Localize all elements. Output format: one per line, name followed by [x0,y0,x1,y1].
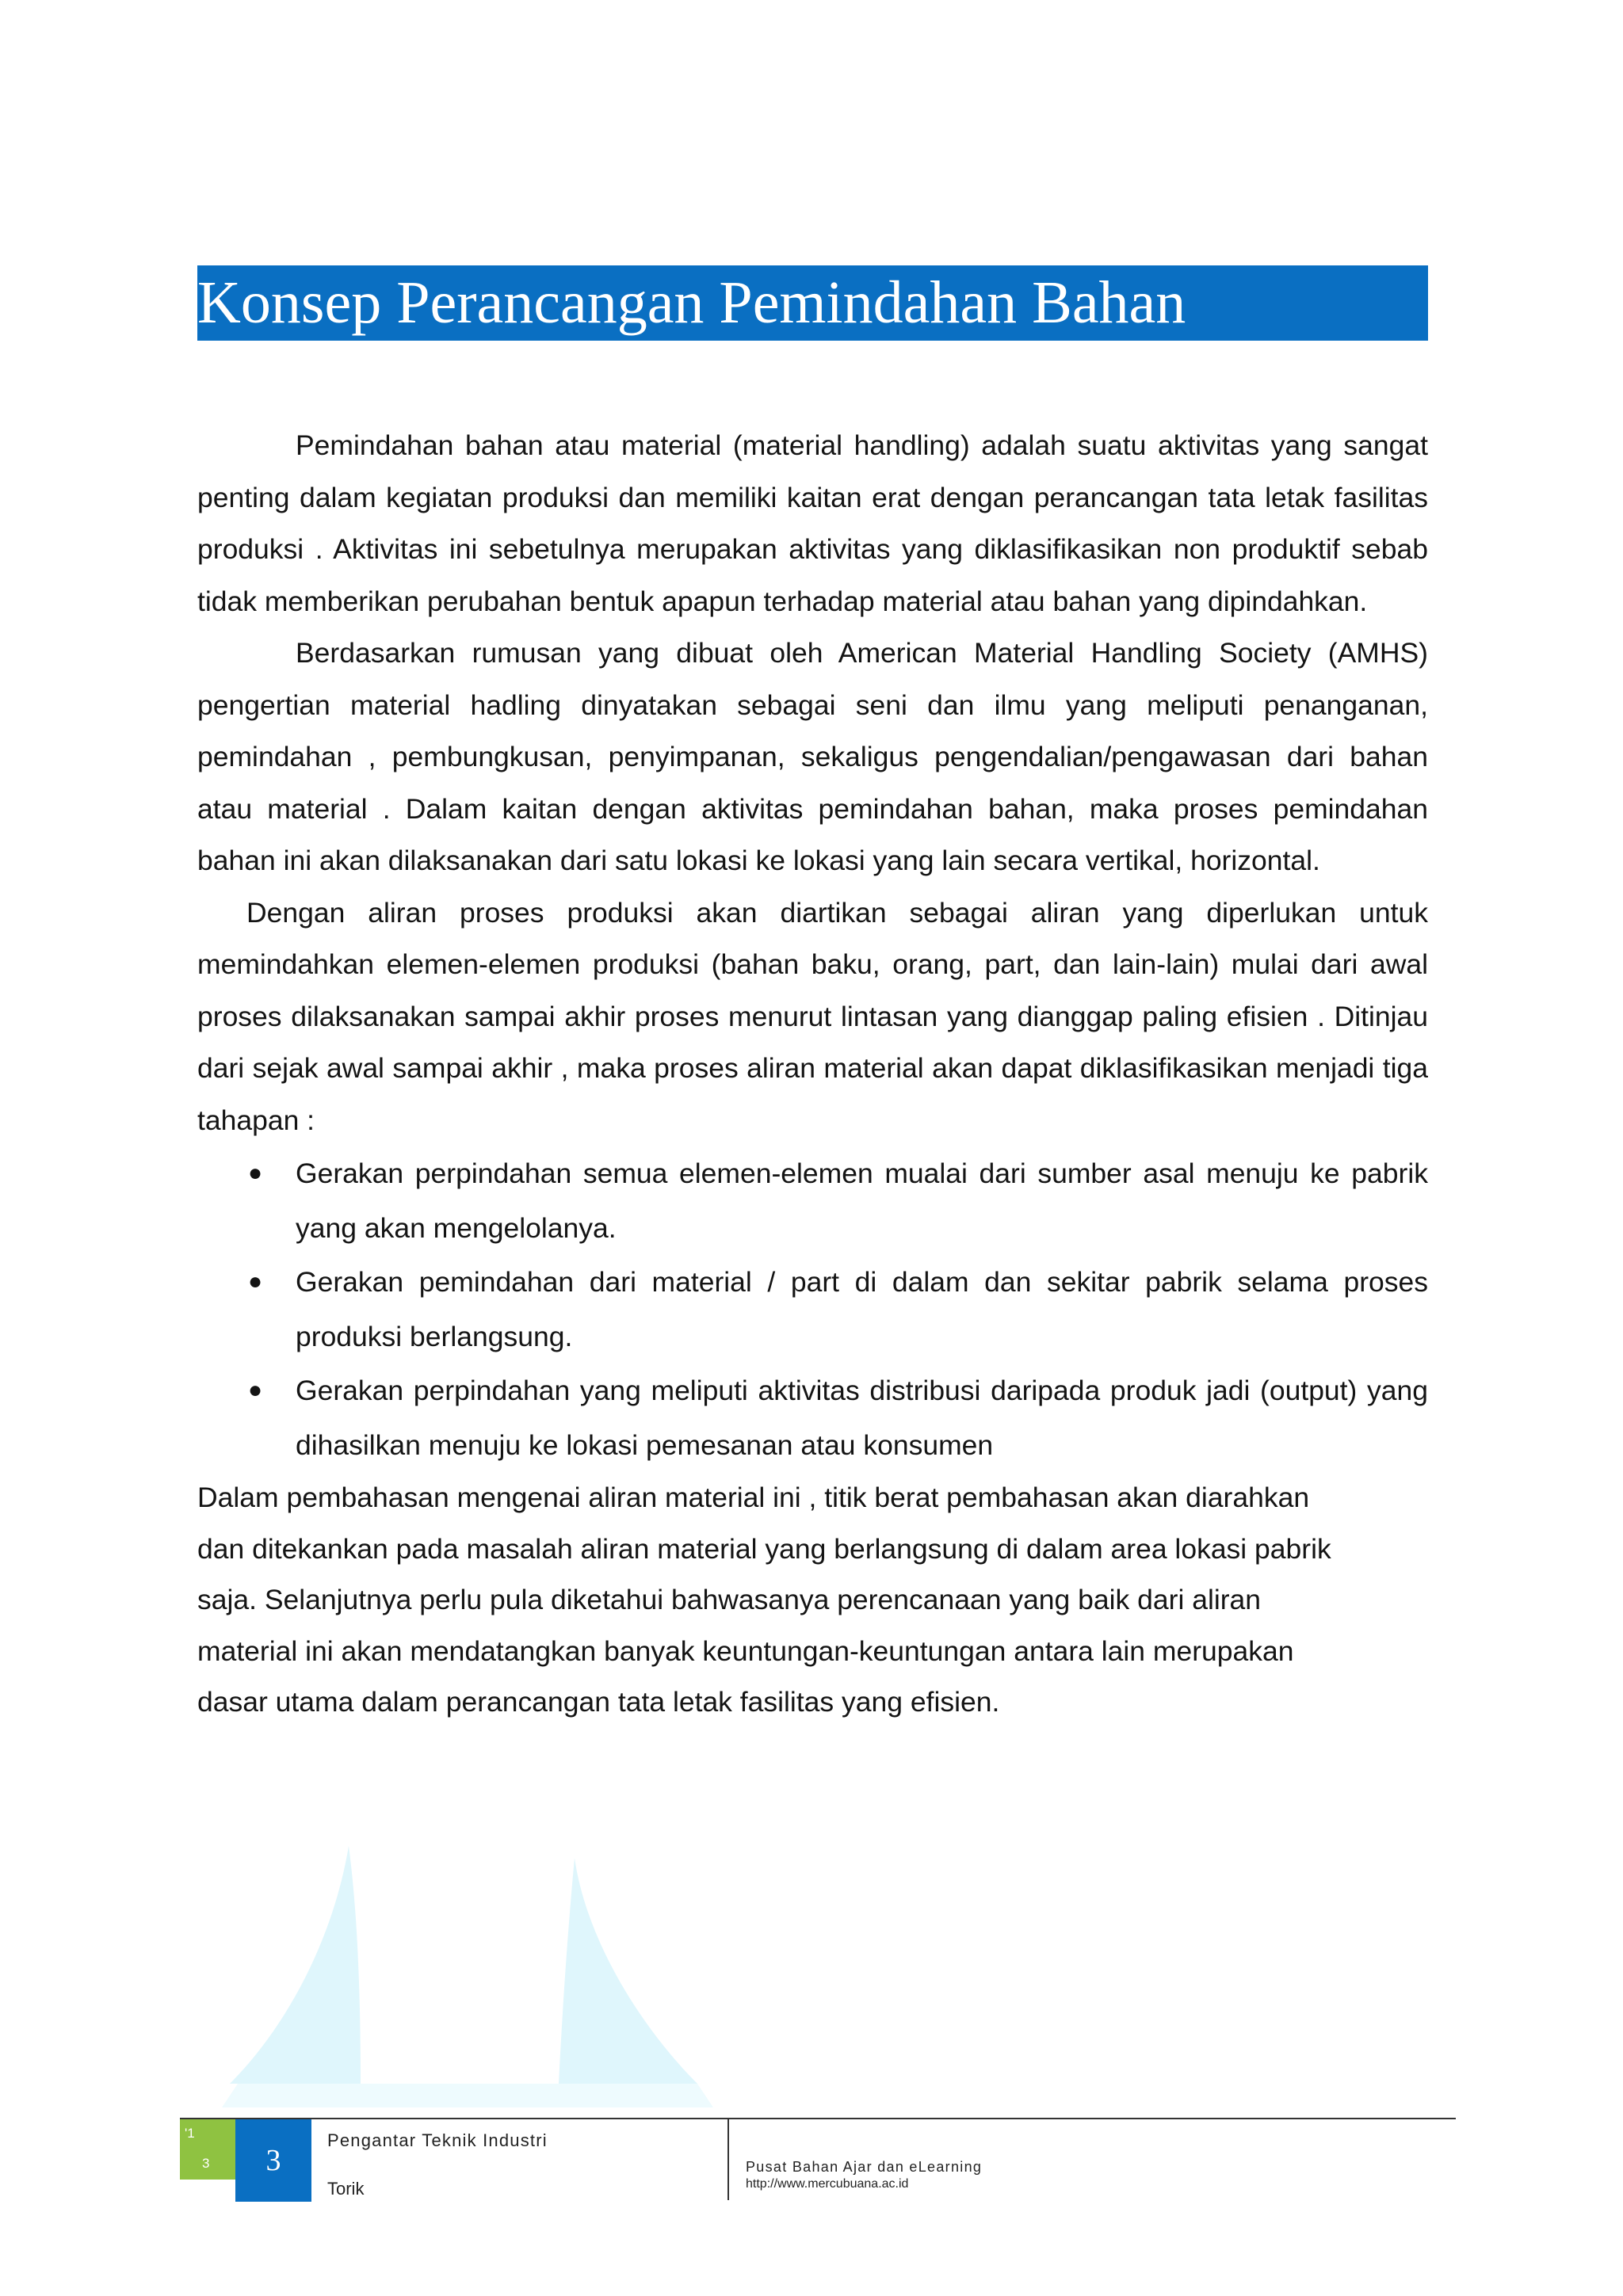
paragraph-aliran: Dengan aliran proses produksi akan diartikan sebagai aliran yang diperlukan untuk memindahkan elemen-elemen produksi (bahan baku, orang, part, dan lain-lain) mulai dari awal proses dilaksanakan sampai akhir proses menurut lintasan yang dianggap paling efisien . Ditinjau dari sejak awal sampai akhir , maka proses aliran material akan dapat diklasifikasikan menjadi tiga tahapan : [197,896,1428,1136]
footer-rule [180,2118,1456,2119]
bullet-icon: ● [248,1377,263,1403]
footer-course-title: Pengantar Teknik Industri [327,2130,548,2150]
footer-year-bottom: 3 [202,2156,210,2171]
bullet-icon: ● [248,1268,263,1295]
closing-line: Dalam pembahasan mengenai aliran material ini , titik berat pembahasan akan diarahkan [197,1482,1310,1513]
closing-line: dasar utama dalam perancangan tata letak fasilitas yang efisien. [197,1686,1000,1718]
bullet-icon: ● [248,1160,263,1186]
footer-author: Torik [327,2179,365,2199]
closing-line: dan ditekankan pada masalah aliran material yang berlangsung di dalam area lokasi pabrik [197,1532,1331,1565]
paragraph-intro: Pemindahan bahan atau material (material handling) adalah suatu aktivitas yang sangat penting dalam kegiatan produksi dan memiliki kaitan erat dengan perancangan tata letak fasilitas produksi . Aktivitas ini sebetulnya merupakan aktivitas yang diklasifikasikan non produktif sebab tidak memberikan perubahan bentuk apapun terhadap material atau bahan yang dipindahkan. [197,429,1428,617]
footer-page-number: 3 [235,2119,311,2202]
footer-center-name: Pusat Bahan Ajar dan eLearning [746,2159,983,2175]
list-item-text: Gerakan perpindahan yang meliputi aktivitas distribusi daripada produk jadi (output) yang dihasilkan menuju ke lokasi pemesanan atau konsumen [296,1375,1428,1461]
list-item-text: Gerakan pemindahan dari material / part di dalam dan sekitar pabrik selama proses produksi berlangsung. [296,1266,1428,1352]
paragraph-amhs: Berdasarkan rumusan yang dibuat oleh American Material Handling Society (AMHS) pengertian material hadling dinyatakan sebagai seni dan ilmu yang meliputi penanganan, pemindahan , pembungkusan, penyimpanan, sekaligus pengendalian/pengawasan dari bahan atau material . Dalam kaitan dengan aktivitas pemindahan bahan, maka proses pemindahan bahan ini akan dilaksanakan dari satu lokasi ke lokasi yang lain secara vertikal, horizontal. [197,637,1428,876]
paragraph-closing [197,1472,1428,1728]
watermark-right-wing [559,1858,697,2084]
footer-year-box [180,2119,235,2180]
closing-line: material ini akan mendatangkan banyak keuntungan-keuntungan antara lain merupakan [197,1634,1294,1667]
list-item [197,1255,1428,1363]
closing-line: saja. Selanjutnya perlu pula diketahui bahwasanya perencanaan yang baik dari aliran [197,1584,1262,1615]
watermark-left-wing [230,1846,361,2084]
watermark-base [222,2084,713,2107]
list-item [197,1363,1428,1472]
list-item [197,1146,1428,1255]
footer-url: http://www.mercubuana.ac.id [746,2177,909,2191]
footer-divider [727,2119,729,2200]
footer-year-top: '1 [185,2126,195,2141]
title-banner [197,265,1428,341]
stages-list [197,1146,1428,1472]
page-title: Konsep Perancangan Pemindahan Bahan [197,269,1186,336]
document-body [197,420,1428,1728]
watermark-logo [222,1822,713,2107]
list-item-text: Gerakan perpindahan semua elemen-elemen mualai dari sumber asal menuju ke pabrik yang akan mengelolanya. [296,1158,1428,1244]
